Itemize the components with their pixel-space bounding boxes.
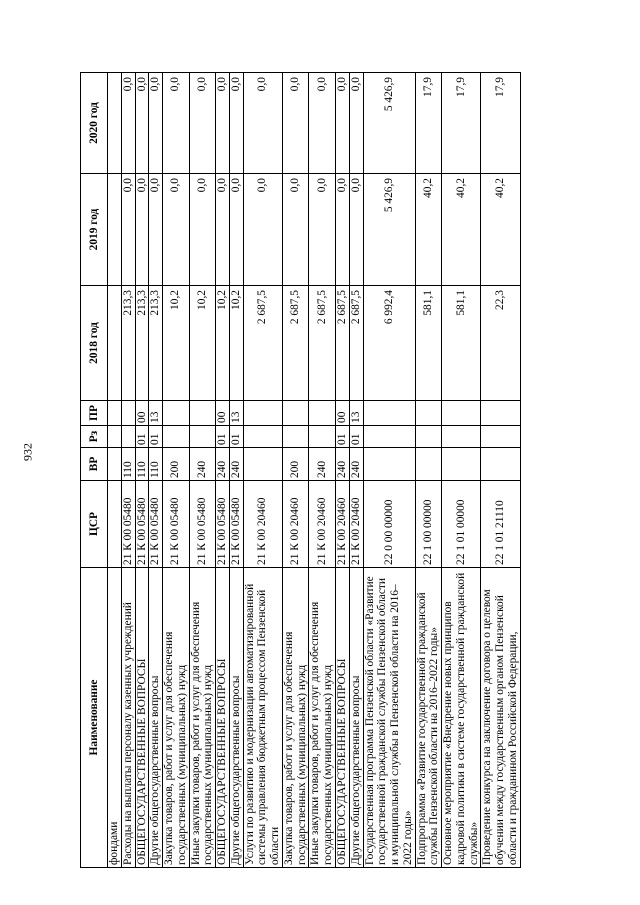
cell-csr: 21 К 00 05480	[149, 481, 163, 568]
cell-pr	[415, 401, 442, 426]
cell-y2020: 0,0	[163, 73, 190, 174]
table-row	[415, 73, 442, 868]
cell-name: ОБЩЕГОСУДАРСТВЕННЫЕ ВОПРОСЫ	[135, 568, 149, 868]
cell-name: Закупка товаров, работ и услуг для обеспечения государственных (муниципальных) нужд	[163, 568, 190, 868]
cell-vr	[481, 448, 520, 481]
cell-y2018: 6 992,4	[363, 286, 415, 401]
cell-vr	[243, 448, 282, 481]
cell-name: Другие общегосударственные вопросы	[149, 568, 163, 868]
cell-pr: 13	[229, 401, 243, 426]
cell-name: Расходы на выплаты персоналу казенных учреждений	[121, 568, 135, 868]
cell-name: Другие общегосударственные вопросы	[349, 568, 363, 868]
cell-vr	[108, 448, 122, 481]
cell-name: Подпрограмма «Развитие государственной гражданской службы Пензенской области на 2016–2022 годы»	[415, 568, 442, 868]
cell-y2020: 0,0	[121, 73, 135, 174]
cell-y2019: 0,0	[189, 174, 216, 286]
cell-y2019: 5 426,9	[363, 174, 415, 286]
cell-y2019	[108, 174, 122, 286]
cell-y2020: 17,9	[415, 73, 442, 174]
cell-pr	[282, 401, 309, 426]
cell-rz	[415, 426, 442, 448]
cell-y2019: 0,0	[229, 174, 243, 286]
table-row	[243, 73, 282, 868]
cell-y2020: 0,0	[336, 73, 350, 174]
table-row	[309, 73, 336, 868]
cell-y2018: 2 687,5	[243, 286, 282, 401]
header-2018: 2018 год	[81, 286, 108, 401]
page-number: 932	[20, 443, 35, 461]
cell-y2018: 213,3	[121, 286, 135, 401]
cell-name: ОБЩЕГОСУДАРСТВЕННЫЕ ВОПРОСЫ	[216, 568, 230, 868]
cell-rz	[108, 426, 122, 448]
cell-rz: 01	[216, 426, 230, 448]
cell-y2020: 0,0	[189, 73, 216, 174]
cell-rz	[121, 426, 135, 448]
cell-pr	[108, 401, 122, 426]
cell-name: Основное мероприятие «Внедрение новых принципов кадровой политики в системе государственной гражданской службы»	[442, 568, 481, 868]
cell-csr: 21 К 00 05480	[229, 481, 243, 568]
cell-name: ОБЩЕГОСУДАРСТВЕННЫЕ ВОПРОСЫ	[336, 568, 350, 868]
cell-y2020: 0,0	[282, 73, 309, 174]
cell-y2020: 0,0	[149, 73, 163, 174]
table-row	[481, 73, 520, 868]
cell-vr	[442, 448, 481, 481]
cell-vr	[363, 448, 415, 481]
cell-y2019: 40,2	[442, 174, 481, 286]
cell-rz	[481, 426, 520, 448]
cell-y2018: 10,2	[229, 286, 243, 401]
cell-csr: 22 1 00 00000	[415, 481, 442, 568]
cell-rz	[442, 426, 481, 448]
cell-y2018: 10,2	[189, 286, 216, 401]
cell-rz	[163, 426, 190, 448]
cell-y2018: 2 687,5	[309, 286, 336, 401]
table-row	[216, 73, 230, 868]
cell-y2018: 213,3	[149, 286, 163, 401]
cell-pr	[442, 401, 481, 426]
table-header-row	[81, 73, 108, 868]
table-row	[121, 73, 135, 868]
cell-csr: 21 К 00 05480	[121, 481, 135, 568]
rotated-page-content	[80, 73, 618, 868]
cell-rz: 01	[349, 426, 363, 448]
cell-vr: 110	[149, 448, 163, 481]
cell-name: Государственная программа Пензенской области «Развитие государственной гражданской службы Пензенской области и муниципальной службы в Пензенской области на 2016–2022 годы»	[363, 568, 415, 868]
cell-y2020: 5 426,9	[363, 73, 415, 174]
cell-name: Закупка товаров, работ и услуг для обеспечения государственных (муниципальных) нужд	[282, 568, 309, 868]
cell-rz	[363, 426, 415, 448]
cell-y2019: 0,0	[282, 174, 309, 286]
cell-csr: 21 К 00 05480	[163, 481, 190, 568]
cell-pr	[481, 401, 520, 426]
cell-vr: 240	[229, 448, 243, 481]
cell-y2020: 0,0	[309, 73, 336, 174]
header-2019: 2019 год	[81, 174, 108, 286]
cell-y2018: 2 687,5	[349, 286, 363, 401]
cell-rz: 01	[229, 426, 243, 448]
cell-y2020: 0,0	[216, 73, 230, 174]
cell-y2020: 0,0	[243, 73, 282, 174]
header-csr: ЦСР	[81, 481, 108, 568]
cell-y2019: 0,0	[243, 174, 282, 286]
table-row	[282, 73, 309, 868]
cell-vr	[415, 448, 442, 481]
cell-csr: 22 0 00 00000	[363, 481, 415, 568]
cell-csr: 21 К 00 05480	[189, 481, 216, 568]
cell-pr: 00	[216, 401, 230, 426]
cell-y2018: 213,3	[135, 286, 149, 401]
cell-rz	[282, 426, 309, 448]
cell-pr	[363, 401, 415, 426]
header-2020: 2020 год	[81, 73, 108, 174]
cell-csr: 21 К 00 20460	[309, 481, 336, 568]
cell-y2018: 22,3	[481, 286, 520, 401]
cell-vr: 240	[349, 448, 363, 481]
cell-y2019: 0,0	[163, 174, 190, 286]
cell-y2020: 17,9	[442, 73, 481, 174]
cell-y2018: 581,1	[442, 286, 481, 401]
cell-rz	[309, 426, 336, 448]
cell-vr: 240	[189, 448, 216, 481]
cell-y2019: 0,0	[349, 174, 363, 286]
table-row	[189, 73, 216, 868]
cell-pr: 00	[336, 401, 350, 426]
cell-vr: 110	[135, 448, 149, 481]
cell-y2019: 0,0	[135, 174, 149, 286]
table-row	[108, 73, 122, 868]
cell-y2019: 0,0	[149, 174, 163, 286]
cell-y2020: 0,0	[135, 73, 149, 174]
cell-y2019: 40,2	[415, 174, 442, 286]
cell-y2018: 2 687,5	[282, 286, 309, 401]
table-row	[336, 73, 350, 868]
cell-csr: 22 1 01 21110	[481, 481, 520, 568]
cell-y2020: 0,0	[349, 73, 363, 174]
cell-name: Другие общегосударственные вопросы	[229, 568, 243, 868]
cell-csr: 21 К 00 20460	[349, 481, 363, 568]
cell-pr: 00	[135, 401, 149, 426]
cell-vr: 240	[216, 448, 230, 481]
cell-y2020	[108, 73, 122, 174]
cell-rz: 01	[135, 426, 149, 448]
header-name: Наименование	[81, 568, 108, 868]
cell-y2019: 0,0	[336, 174, 350, 286]
cell-name: Услуги по развитию и модернизации автоматизированной системы управления бюджетным процессом Пензенской области	[243, 568, 282, 868]
cell-y2019: 0,0	[216, 174, 230, 286]
cell-vr: 240	[309, 448, 336, 481]
cell-vr: 200	[282, 448, 309, 481]
header-vr: ВР	[81, 448, 108, 481]
table-row	[349, 73, 363, 868]
table-body	[108, 73, 521, 868]
cell-y2018: 10,2	[216, 286, 230, 401]
cell-csr: 21 К 00 05480	[216, 481, 230, 568]
cell-rz: 01	[336, 426, 350, 448]
cell-csr: 21 К 00 05480	[135, 481, 149, 568]
cell-y2018	[108, 286, 122, 401]
cell-csr: 21 К 00 20460	[336, 481, 350, 568]
cell-y2018: 581,1	[415, 286, 442, 401]
cell-pr: 13	[149, 401, 163, 426]
table-row	[363, 73, 415, 868]
header-rz: Рз	[81, 426, 108, 448]
cell-pr	[243, 401, 282, 426]
cell-name: Иные закупки товаров, работ и услуг для обеспечения государственных (муниципальных) нужд	[189, 568, 216, 868]
cell-csr: 22 1 01 00000	[442, 481, 481, 568]
header-pr: ПР	[81, 401, 108, 426]
cell-y2018: 2 687,5	[336, 286, 350, 401]
cell-y2019: 40,2	[481, 174, 520, 286]
cell-pr: 13	[349, 401, 363, 426]
cell-y2019: 0,0	[121, 174, 135, 286]
cell-y2020: 17,9	[481, 73, 520, 174]
cell-csr: 21 К 00 20460	[243, 481, 282, 568]
cell-csr	[108, 481, 122, 568]
budget-table	[80, 72, 521, 868]
cell-vr: 110	[121, 448, 135, 481]
cell-pr	[309, 401, 336, 426]
table-row	[229, 73, 243, 868]
cell-name: Иные закупки товаров, работ и услуг для обеспечения государственных (муниципальных) нужд	[309, 568, 336, 868]
cell-rz	[243, 426, 282, 448]
cell-y2019: 0,0	[309, 174, 336, 286]
cell-rz	[189, 426, 216, 448]
cell-name: фондами	[108, 568, 122, 868]
table-row	[163, 73, 190, 868]
cell-pr	[189, 401, 216, 426]
cell-vr: 240	[336, 448, 350, 481]
cell-rz: 01	[149, 426, 163, 448]
cell-pr	[163, 401, 190, 426]
cell-y2020: 0,0	[229, 73, 243, 174]
table-row	[135, 73, 149, 868]
cell-pr	[121, 401, 135, 426]
cell-name: Проведение конкурса на заключение договора о целевом обучении между государственным органом Пензенской области и гражданином Российской Федерации,	[481, 568, 520, 868]
cell-y2018: 10,2	[163, 286, 190, 401]
cell-csr: 21 К 00 20460	[282, 481, 309, 568]
table-row	[149, 73, 163, 868]
table-row	[442, 73, 481, 868]
cell-vr: 200	[163, 448, 190, 481]
